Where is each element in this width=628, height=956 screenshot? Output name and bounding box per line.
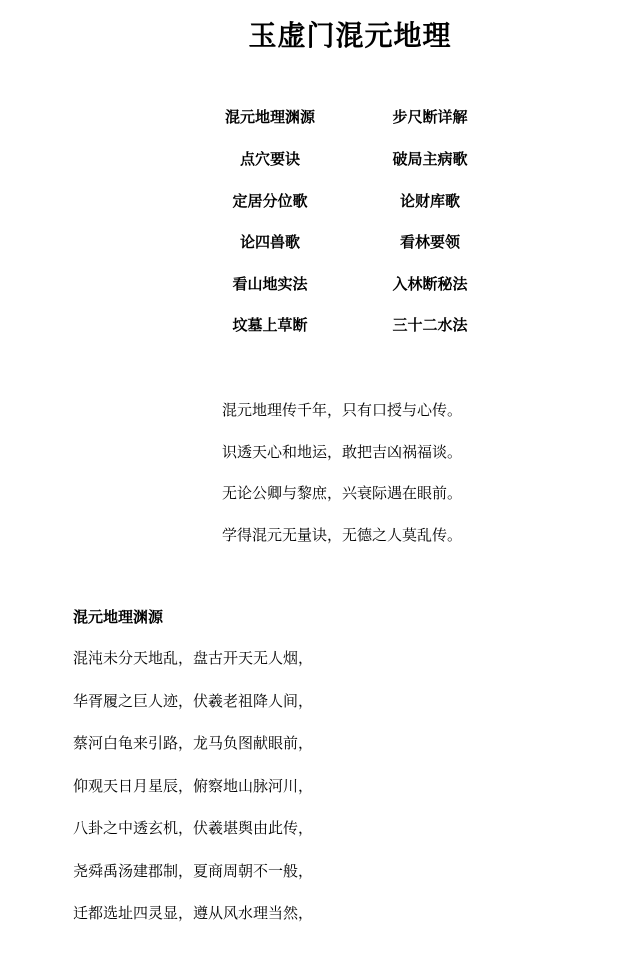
toc-row	[0, 190, 628, 214]
verse-line: 仰观天日月星辰，俯察地山脉河川，	[73, 776, 314, 795]
toc-row	[0, 273, 628, 297]
toc-item: 破局主病歌	[392, 150, 468, 168]
poem-line: 无论公卿与黎庶，兴衰际遇在眼前。	[222, 484, 463, 502]
section-heading: 混元地理渊源	[73, 608, 164, 626]
toc-item: 定居分位歌	[232, 192, 308, 210]
intro-poem	[222, 398, 622, 564]
toc-item: 点穴要诀	[239, 150, 300, 168]
toc-item: 看山地实法	[232, 275, 308, 293]
verse-line: 迁都选址四灵显，遵从风水理当然，	[73, 904, 314, 922]
poem-line: 混元地理传千年，只有口授与心传。	[222, 401, 463, 419]
verse-line: 尧舜禹汤建郡制，夏商周朝不一般，	[73, 861, 314, 880]
page-title: 玉虚门混元地理	[248, 19, 452, 52]
toc-item: 论四兽歌	[239, 233, 300, 251]
toc-row	[0, 106, 628, 130]
toc-item: 看林要领	[399, 233, 460, 251]
verse-line: 混沌未分天地乱，盘古开天无人烟，	[73, 649, 314, 667]
toc-item: 混元地理渊源	[224, 108, 315, 126]
toc-row	[0, 148, 628, 172]
toc-row	[0, 231, 628, 255]
toc-item: 步尺断详解	[392, 108, 468, 126]
verse-line: 八卦之中透玄机，伏羲堪舆由此传，	[73, 819, 314, 837]
verse-line: 蔡河白龟来引路，龙马负图献眼前，	[73, 734, 314, 752]
poem-line: 识透天心和地运，敢把吉凶祸福谈。	[222, 442, 463, 461]
toc-item: 坟墓上草断	[232, 316, 308, 334]
toc-item: 入林断秘法	[392, 275, 468, 293]
toc-item: 三十二水法	[392, 316, 468, 334]
poem-line: 学得混元无量诀，无德之人莫乱传。	[222, 525, 463, 544]
toc-item: 论财库歌	[399, 192, 460, 210]
section-verse	[73, 646, 613, 944]
toc-row	[0, 314, 628, 338]
verse-line: 华胥履之巨人迹，伏羲老祖降人间，	[73, 691, 314, 710]
